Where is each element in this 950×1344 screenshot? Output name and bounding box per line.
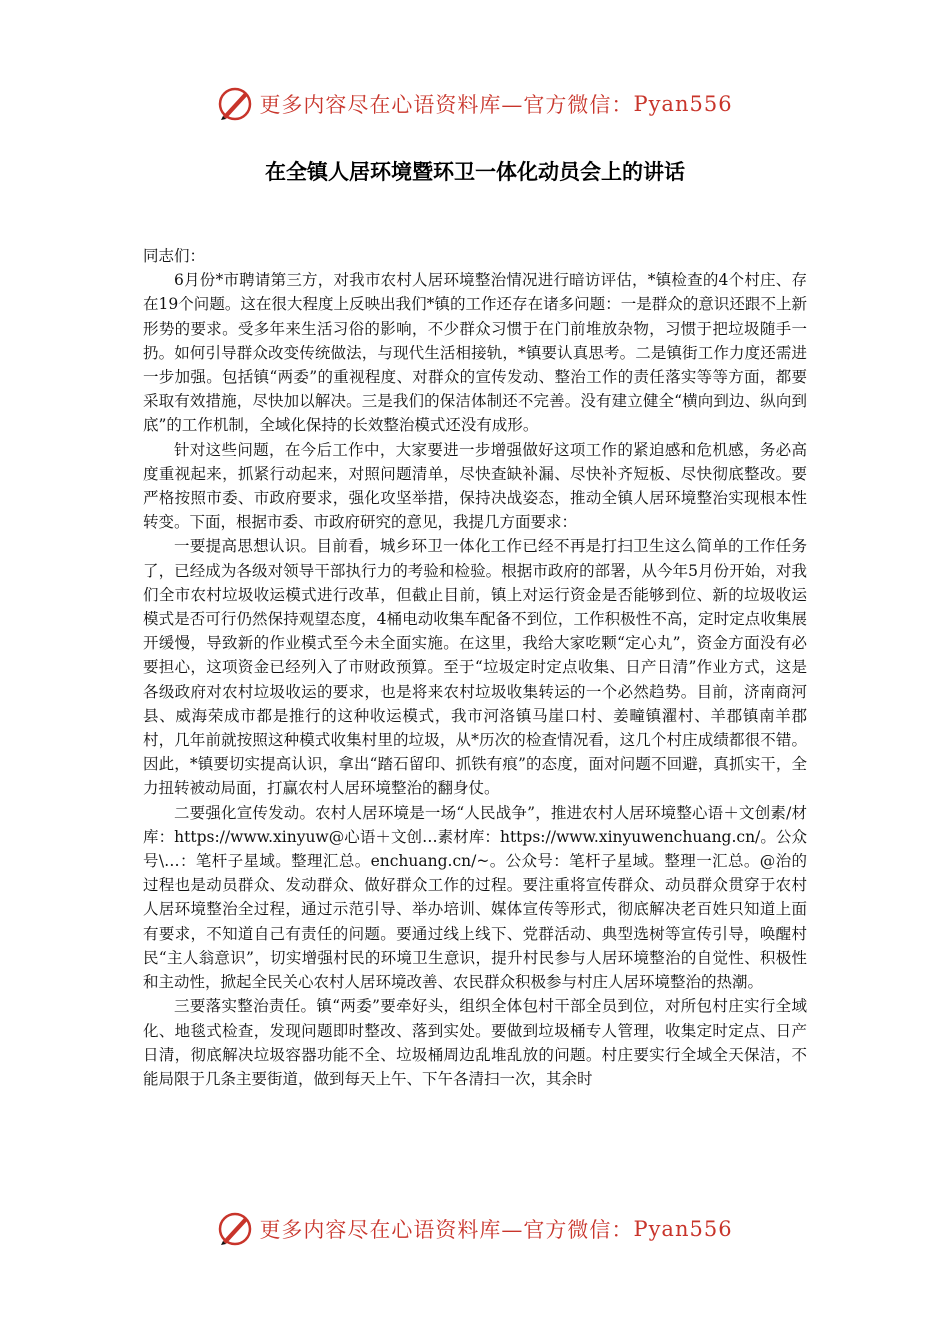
document-title: 在全镇人居环境暨环卫一体化动员会上的讲话 <box>265 160 685 184</box>
paragraph: 针对这些问题，在今后工作中，大家要进一步增强做好这项工作的紧迫感和危机感，务必高度重视起来，抓紧行动起来，对照问题清单，尽快查缺补漏、尽快补齐短板、尽快彻底整改。要严格按照市委、市政府要求，强化攻坚举措，保持决战姿态，推动全镇人居环境整治实现根本性转变。下面，根据市委、市政府研究的意见，我提几方面要求： <box>143 440 807 532</box>
banner-text: 更多内容尽在心语资料库—官方微信： <box>259 93 634 117</box>
paragraph: 二要强化宣传发动。农村人居环境是一场“人民战争”，推进农村人居环境整心语＋文创素/材库：https://www.xinyuw@心语＋文创…素材库：https://www.xinyuwenchuang.cn/。公众号\…：笔杆子星域。整理汇总。enchuang.cn/~。公众号：笔杆子星域。整理一汇总。@治的过程也是动员群众、发动群众、做好群众工作的过程。要注重将宣传群众、动员群众贯穿于农村人居环境整治全过程，通过示范引导、举办培训、媒体宣传等形式，彻底解决老百姓只知道上面有要求，不知道自己有责任的问题。要通过线上线下、党群活动、典型选树等宣传引导，唤醒村民“主人翁意识”，切实增强村民的环境卫生意识，提升村民参与人居环境整治的自觉性、积极性和主动性，掀起全民关心农村人居环境改善、农民群众积极参与村庄人居环境整治的热潮。 <box>143 803 807 992</box>
paragraph: 三要落实整治责任。镇“两委”要牵好头，组织全体包村干部全员到位，对所包村庄实行全域化、地毯式检查，发现问题即时整改、落到实处。要做到垃圾桶专人管理，收集定时定点、日产日清，彻底解决垃圾容器功能不全、垃圾桶周边乱堆乱放的问题。村庄要实行全域全天保洁，不能局限于几条主要街道，做到每天上午、下午各清扫一次，其余时 <box>143 997 807 1088</box>
watermark-banner-bottom <box>0 1209 950 1249</box>
document-body <box>143 244 807 1091</box>
paragraph: 一要提高思想认识。目前看，城乡环卫一体化工作已经不再是打扫卫生这么简单的工作任务了，已经成为各级对领导干部执行力的考验和检验。根据市政府的部署，从今年5月份开始，对我们全市农村垃圾收运模式进行改革，但截止目前，镇上对运行资金是否能够到位、新的垃圾收运模式是否可行仍然保持观望态度，4桶电动收集车配备不到位，工作积极性不高，定时定点收集展开缓慢，导致新的作业模式至今未全面实施。在这里，我给大家吃颗“定心丸”，资金方面没有必要担心，这项资金已经列入了市财政预算。至于“垃圾定时定点收集、日产日清”作业方式，这是各级政府对农村垃圾收运的要求，也是将来农村垃圾收集转运的一个必然趋势。目前，济南商河县、威海荣成市都是推行的这种收运模式，我市河洛镇马崖口村、姜疃镇濯村、羊郡镇南羊郡村，几年前就按照这种模式收集村里的垃圾，从*历次的检查情况看，这几个村庄成绩都很不错。因此，*镇要切实提高认识，拿出“踏石留印、抓铁有痕”的态度，面对问题不回避，真抓实干，全力扭转被动局面，打赢农村人居环境整治的翻身仗。 <box>143 537 807 798</box>
banner-wechat-id: Pyan556 <box>633 92 733 116</box>
pen-logo-icon <box>217 1211 253 1247</box>
pen-logo-icon <box>217 86 253 122</box>
paragraph: 6月份*市聘请第三方，对我市农村人居环境整治情况进行暗访评估，*镇检查的4个村庄、存在19个问题。这在很大程度上反映出我们*镇的工作还存在诸多问题：一是群众的意识还跟不上新形势的要求。受多年来生活习俗的影响，不少群众习惯于在门前堆放杂物，习惯于把垃圾随手一扔。如何引导群众改变传统做法，与现代生活相接轨，*镇要认真思考。二是镇街工作力度还需进一步加强。包括镇“两委”的重视程度、对群众的宣传发动、整治工作的责任落实等等方面，都要采取有效措施，尽快加以解决。三是我们的保洁体制还不完善。没有建立健全“横向到边、纵向到底”的工作机制，全域化保持的长效整治模式还没有成形。 <box>143 271 807 435</box>
banner-wechat-id: Pyan556 <box>633 1217 733 1241</box>
greeting: 同志们： <box>143 247 206 265</box>
banner-text: 更多内容尽在心语资料库—官方微信： <box>259 1218 634 1242</box>
watermark-banner-top <box>0 84 950 124</box>
